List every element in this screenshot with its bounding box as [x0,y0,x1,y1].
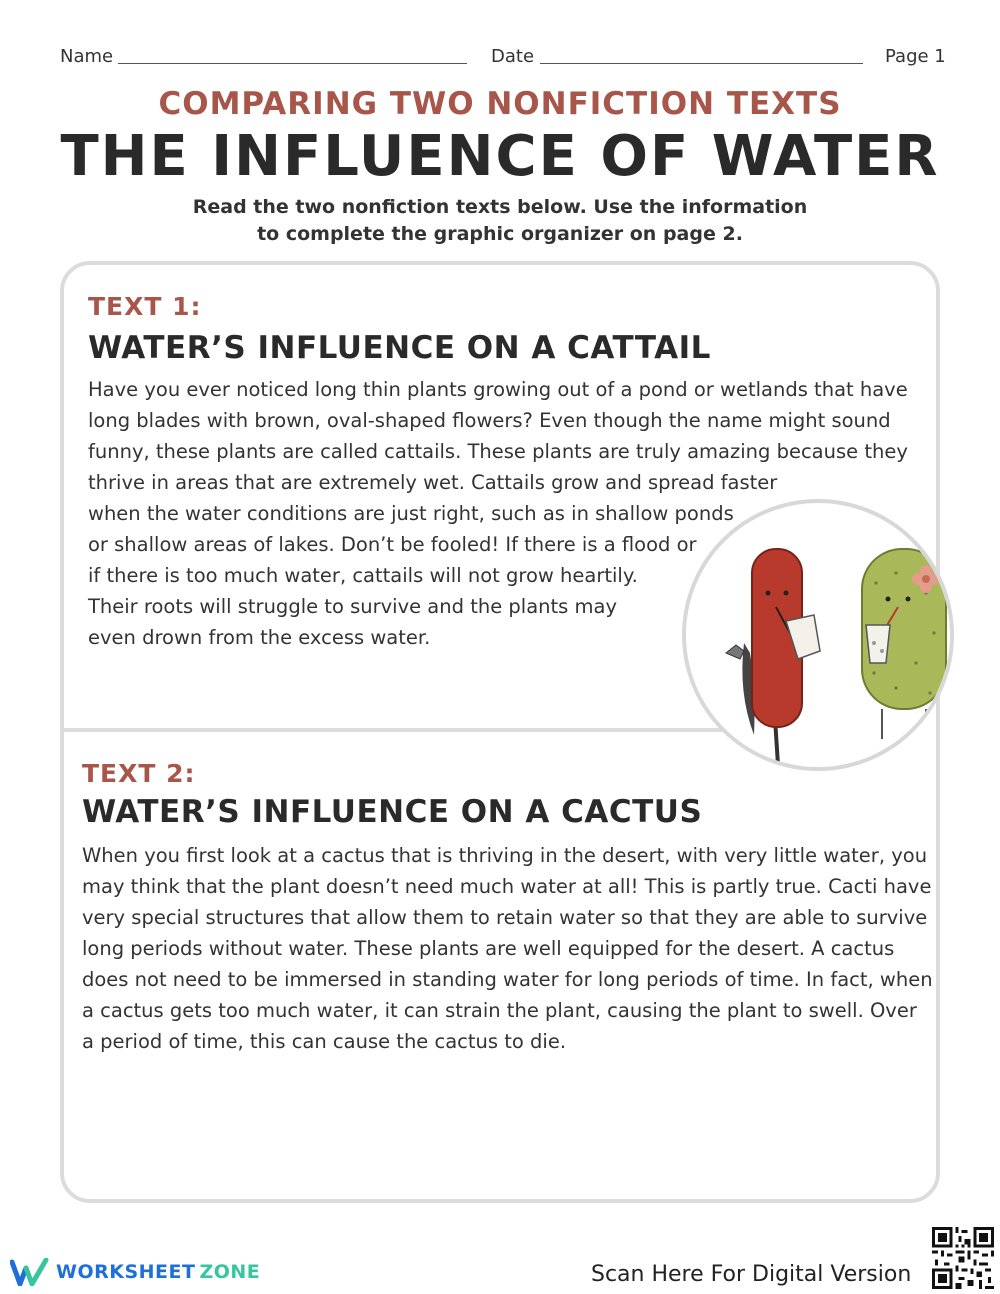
scan-prompt: Scan Here For Digital Version [591,1262,912,1287]
worksheet-zone-logo[interactable] [10,1258,260,1286]
passage-line: even drown from the excess water. [88,626,431,649]
passage-line: very special structures that allow them to retain water so that they are able to survive [82,906,928,929]
passage-line: when the water conditions are just right, such as in shallow ponds [88,502,734,525]
qr-code-icon[interactable] [932,1227,994,1289]
date-label: Date [491,46,535,67]
logo-mark-icon [10,1258,50,1286]
instructions-line: to complete the graphic organizer on page 2. [257,223,743,245]
passage-line: if there is too much water, cattails will not grow heartily. [88,564,638,587]
text2-heading: WATER’S INFLUENCE ON A CACTUS [82,794,703,830]
text1-heading: WATER’S INFLUENCE ON A CATTAIL [88,330,711,366]
passage-line: may think that the plant doesn’t need much water at all! This is partly true. Cacti have [82,875,932,898]
passage-line: When you first look at a cactus that is thriving in the desert, with very little water, you [82,844,928,867]
passage-line: long periods without water. These plants are well equipped for the desert. A cactus [82,937,895,960]
logo-text-zone: ZONE [199,1261,261,1283]
passage-line: Their roots will struggle to survive and the plants may [88,595,617,618]
passage-line: a cactus gets too much water, it can strain the plant, causing the plant to swell. Over [82,999,917,1022]
text2-label: TEXT 2: [82,759,196,788]
plants-drawing [686,503,950,767]
passage-line: Have you ever noticed long thin plants growing out of a pond or wetlands that have [88,378,908,401]
date-line[interactable] [540,63,863,64]
passage-line: funny, these plants are called cattails. These plants are truly amazing because they [88,440,908,463]
text2-passage [82,840,933,1057]
text1-label: TEXT 1: [88,292,202,321]
cattail-cactus-illustration [682,499,954,771]
passage-line: a period of time, this can cause the cactus to die. [82,1030,567,1053]
passage-line: long blades with brown, oval-shaped flowers? Even though the name might sound [88,409,891,432]
name-line[interactable] [118,63,467,64]
instructions-line: Read the two nonfiction texts below. Use the information [192,196,808,218]
section-divider [62,728,722,732]
name-label: Name [60,46,114,67]
instructions [0,194,1000,248]
passage-line: or shallow areas of lakes. Don’t be fooled! If there is a flood or [88,533,697,556]
worksheet-subtitle: COMPARING TWO NONFICTION TEXTS [158,86,842,122]
passage-line: thrive in areas that are extremely wet. Cattails grow and spread faster [88,471,778,494]
page-number: Page 1 [885,46,946,67]
worksheet-title: THE INFLUENCE OF WATER [60,124,940,189]
passage-line: does not need to be immersed in standing water for long periods of time. In fact, when [82,968,933,991]
logo-text-worksheet: WORKSHEET [56,1261,196,1283]
